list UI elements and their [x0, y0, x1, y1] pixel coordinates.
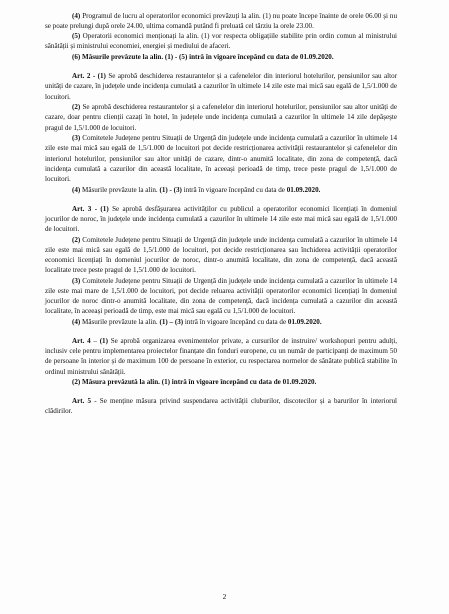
bold-text: Art. 5 [72, 397, 92, 406]
text: intră în vigoare începând cu data de [183, 317, 288, 326]
bold-text: 01.09.2020. [282, 378, 317, 387]
bold-text: Art. 2 - (1) [72, 72, 106, 81]
bold-text: (1) - (3) [159, 185, 182, 194]
bold-text: (1) [99, 337, 108, 346]
paragraph [45, 11, 397, 31]
text: Operatorii economici menționați la alin. (1) vor respecta obligațiile stabilite prin ordin comun al ministrului sănătății și ministrului economiei, energiei și mediului de afaceri. [45, 32, 397, 51]
text: Se aprobă deschiderea restaurantelor și a cafenelelor din interiorul hotelurilor, pensiunilor sau altor unități de cazare, doar pentru clienții cazați în hotel, în județele unde incidența cumulată a cazurilor în ultimele 14 zile depășește pragul de 1,5/1.000 de locuitori. [45, 103, 397, 132]
paragraph [45, 52, 397, 62]
paragraph [45, 317, 397, 327]
paragraph [45, 185, 397, 195]
paragraph [45, 133, 397, 184]
page-number: 2 [222, 592, 227, 601]
bold-text: 01.09.2020. [287, 317, 322, 326]
bold-text: intră în vigoare începând cu data de [187, 53, 300, 62]
bold-text: 01.09.2020. [286, 185, 321, 194]
article-paragraph [45, 204, 397, 234]
paragraph [45, 276, 397, 317]
bold-text: (4) [72, 317, 81, 326]
bold-text: (1) – (3) [159, 317, 184, 326]
text: Se aprobă organizarea evenimentelor private, a cursurilor de instruire/ workshopuri pentru adulți, inclusiv cele pentru implementarea proiectelor finanțate din fonduri europene, cu un număr de participanți de maximum 50 de persoane în interior și de maximum 100 de persoane în exterior, cu respectarea normelor de sănătate publică stabilite în ordinul ministrului sănătății. [45, 337, 397, 376]
paragraph [45, 235, 397, 276]
text: – [90, 337, 100, 346]
paragraph [45, 102, 397, 132]
bold-text: (6) [72, 53, 81, 62]
bold-text: (1) - (5) [164, 53, 188, 62]
text: Se aprobă desfășurarea activităților cu publicul a operatorilor economici licențiați în domeniul jocurilor de noroc, în județele unde incidența cumulată a cazurilor în ultimele 14 zile este mai mică sau egală de 1,5/1.000 de locuitori. [45, 204, 397, 233]
text: Comitetele Județene pentru Situații de Urgență din județele unde incidența cumulată a cazurilor în ultimele 14 zile este mai mică sau egală de 1,5/1.000 de locuitori, pot decide restricționarea sau închiderea activității operatorilor economici licențiați în domeniul jocurilor de noroc, dintr-o anumită localitate, din zona de competență, dacă această localitate trece peste pragul de 1,5/1.000 de locuitori. [45, 235, 397, 275]
text: Comitetele Județene pentru Situații de Urgență din județele unde incidența cumulată a cazurilor în ultimele 14 zile este mai mică sau egală de 1,5/1.000 de locuitori pot decide restricționarea activității restaurantelor și cafenelelor din interiorul hotelurilor, pensiunilor sau altor unități de cazare, dintr-o anumită localitate, din zona de competență, dacă incidența cumulată a cazurilor din această localitate, în aceeași perioadă de timp, trece peste pragul de 1,5/1.000 de locuitori. [45, 134, 397, 183]
text: Se aprobă deschiderea restaurantelor și a cafenelelor din interiorul hotelurilor, pensiunilor sau altor unități de cazare, în județele unde incidența cumulată a cazurilor în ultimele 14 zile este mai mică sau egală de 1,5/1.000 de locuitori. [45, 72, 397, 101]
bold-text: (5) [72, 32, 81, 41]
paragraph [45, 377, 397, 387]
bold-text: (1) [161, 378, 171, 387]
text: Măsurile prevăzute la alin. [80, 317, 160, 326]
paragraph [45, 31, 397, 51]
article-paragraph [45, 336, 397, 377]
text: Programul de lucru al operatorilor economici prevăzuți la alin. (1) nu poate începe înainte de orele 06.00 și nu se poate prelungi după orele 24.00, ultima comandă putând fi preluată cel târziu la orele 23.00. [45, 11, 397, 30]
text: - Se menține măsura privind suspendarea activității cluburilor, discotecilor și a barurilor în interiorul clădirilor. [45, 397, 398, 416]
bold-text: intră în vigoare începând cu data de [170, 378, 283, 387]
bold-text: Art. 4 [72, 337, 91, 346]
document-body [45, 10, 397, 417]
article-paragraph [45, 71, 397, 101]
bold-text: (4) [72, 185, 81, 194]
bold-text: 01.09.2020. [299, 53, 334, 62]
text: Măsurile prevăzute la alin. [80, 185, 160, 194]
bold-text: (4) [72, 11, 81, 20]
text: Comitetele Județene pentru Situații de Urgență din județele unde incidența cumulată a cazurilor în ultimele 14 zile este mai mare de 1,5/1.000 de locuitori, pot decide reluarea activității operatorilor economici licențiați în domeniul jocurilor de noroc dintr-o anumită localitate, din zona de competență, dacă incidența cumulată a cazurilor din această localitate, în aceeași perioadă de timp, este mai mică sau egală cu 1,5/1.000 de locuitori. [45, 276, 397, 316]
bold-text: (2) [72, 103, 81, 112]
bold-text: Măsura prevăzută la alin. [80, 378, 162, 387]
text: intră în vigoare începând cu data de [181, 185, 287, 194]
bold-text: (3) [72, 276, 81, 285]
bold-text: (3) [72, 134, 81, 143]
bold-text: (2) [72, 378, 81, 387]
bold-text: Măsurile prevăzute la alin. [80, 53, 165, 62]
bold-text: Art. 3 - (1) [72, 204, 109, 213]
article-paragraph [45, 396, 397, 416]
bold-text: (2) [72, 235, 81, 244]
